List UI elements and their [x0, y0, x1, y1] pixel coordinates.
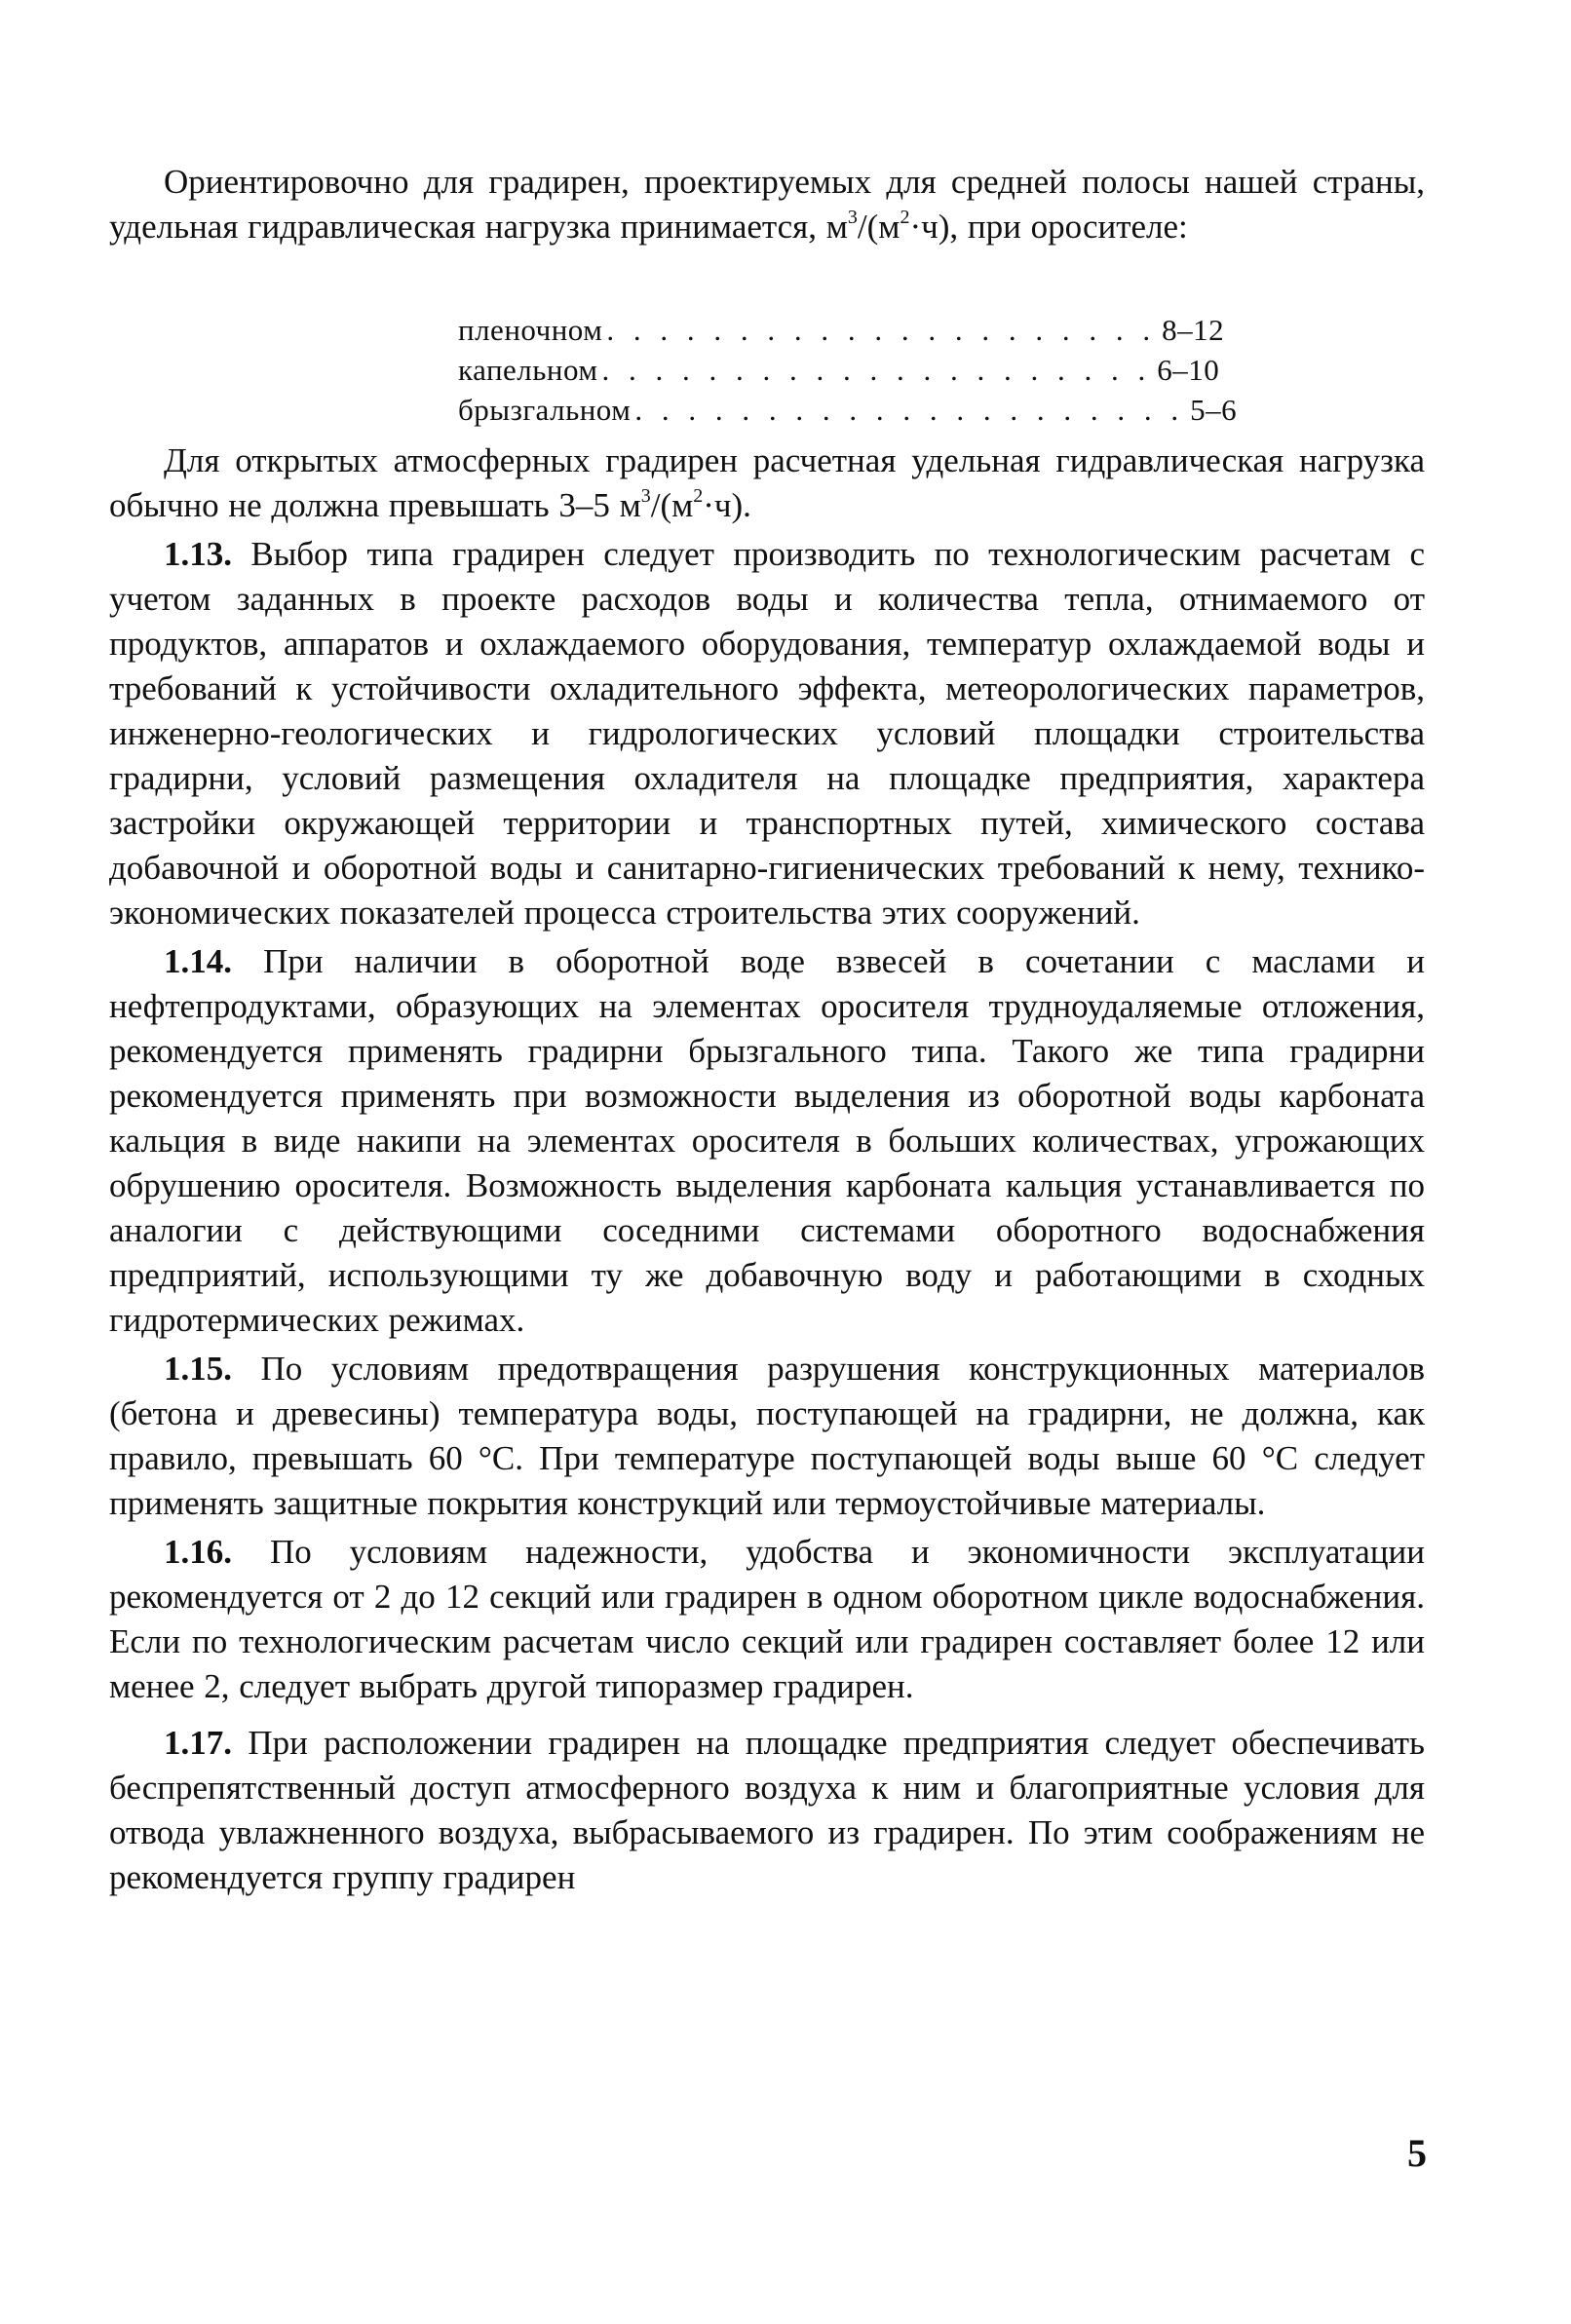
clause-text: Выбор типа градирен следует производить по технологическим расчетам с учетом заданных в проекте расходов воды и количества тепла, отнимаемого от продуктов, аппаратов и охлаждаемого оборудования, температур охлаждаемой воды и требований к устойчивости охладительного эффекта, метеорологических параметров, инженерно-геологических и гидрологических условий площадки строительства градирни, условий размещения охладителя на площадке предприятия, характера застройки окружающей территории и транспортных путей, химического состава добавочной и оборотной воды и санитарно-гигиенических требований к нему, технико-экономических показателей процесса строительства этих сооружений.	[109, 535, 1426, 932]
clause-1-16	[109, 1530, 1425, 1709]
clause-1-14	[109, 939, 1425, 1343]
clause-text: При расположении градирен на площадке предприятия следует обеспечивать беспрепятственный доступ атмосферного воздуха к ним и благоприятные условия для отвода увлажненного воздуха, выбрасываемого из градирен. По этим соображениям не рекомендуется группу градирен	[109, 1724, 1425, 1896]
list-item: капельном . . . . . . . . . . . . . . . . . . . . . 6–10	[458, 353, 1220, 387]
clause-1-15	[109, 1347, 1425, 1526]
clause-text: По условиям надежности, удобства и экономичности эксплуатации рекомендуется от 2 до 12 секций или градирен в одном оборотном цикле водоснабжения. Если по технологическим расчетам число секций или градирен составляет более 12 или менее 2, следует выбрать другой типоразмер градирен.	[109, 1533, 1426, 1705]
list-item: пленочном . . . . . . . . . . . . . . . . . . . . . 8–12	[458, 313, 1225, 347]
clause-number: 1.13.	[164, 535, 232, 573]
clause-number: 1.16.	[164, 1533, 232, 1571]
hydraulic-load-intro: Ориентировочно для градирен, проектируемых для средней полосы нашей страны, удельная гидравлическая нагрузка принимается, $м^3/(м^2\cdot ч)$, при оросителе:	[109, 163, 1425, 246]
open-towers-paragraph: Для открытых атмосферных градирен расчетная удельная гидравлическая нагрузка обычно не должна превышать 3–5 $м^3/(м^2\cdot ч)$.	[109, 441, 1425, 524]
clause-number: 1.15.	[164, 1350, 232, 1388]
clause-number: 1.17.	[164, 1724, 232, 1762]
clause-1-17	[109, 1721, 1425, 1900]
clause-1-13	[109, 532, 1425, 935]
list-item: брызгальном . . . . . . . . . . . . . . . . . . . . . 5–6	[458, 393, 1238, 427]
main-text	[109, 438, 1425, 1900]
page-number: 5	[1407, 2131, 1427, 2175]
intro-paragraph	[109, 160, 1425, 249]
clause-text: По условиям предотвращения разрушения конструкционных материалов (бетона и древесины) температура воды, поступающей на градирни, не должна, как правило, превышать 60 °С. При температуре поступающей воды выше 60 °С следует применять защитные покрытия конструкций или термоустойчивые материалы.	[109, 1350, 1426, 1522]
irrigation-load-list	[458, 310, 1238, 430]
clause-text: При наличии в оборотной воде взвесей в сочетании с маслами и нефтепродуктами, образующих на элементах оросителя трудноудаляемые отложения, рекомендуется применять градирни брызгального типа. Такого же типа градирни рекомендуется применять при возможности выделения из оборотной воды карбоната кальция в виде накипи на элементах оросителя в больших количествах, угрожающих обрушению оросителя. Возможность выделения карбоната кальция устанавливается по аналогии с действующими соседними системами оборотного водоснабжения предприятий, использующими ту же добавочную воду и работающими в сходных гидротермических режимах.	[109, 942, 1426, 1339]
clause-number: 1.14.	[164, 942, 232, 980]
